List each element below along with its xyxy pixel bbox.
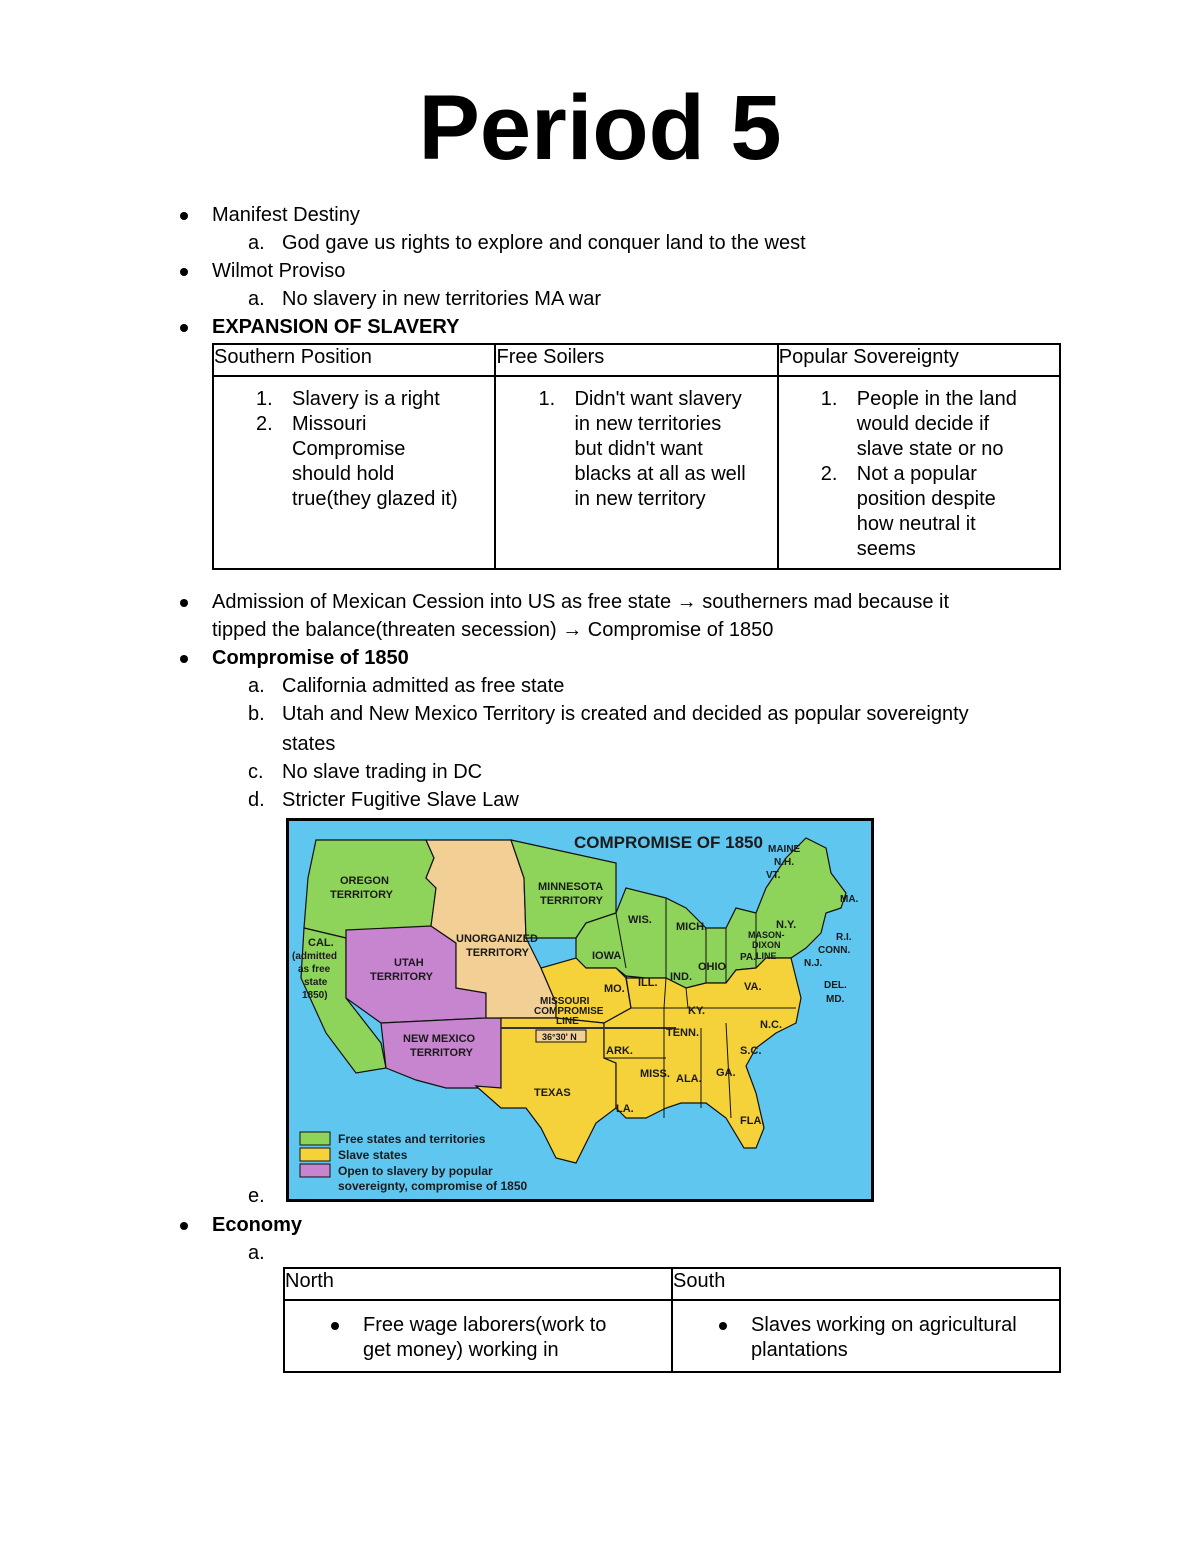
compromise-1850-map bbox=[286, 818, 874, 1202]
sub-item-text: Utah and New Mexico Territory is created and decided as popular sovereignty bbox=[282, 703, 969, 725]
list-item: 2. Missouri Compromise should hold true(they glazed it) bbox=[256, 413, 458, 510]
table-cell-southern bbox=[213, 376, 495, 569]
label-cal-4: state bbox=[304, 977, 328, 988]
label-mason-dixon-3: LINE bbox=[756, 951, 777, 961]
bullet-dot bbox=[180, 1222, 188, 1230]
label-md: MD. bbox=[826, 994, 845, 1005]
label-sc: S.C. bbox=[740, 1045, 762, 1057]
legend-swatch-free bbox=[300, 1132, 330, 1145]
bullet-label: Compromise of 1850 bbox=[212, 647, 409, 669]
list-item: Free wage laborers(work to get money) working in bbox=[285, 1313, 663, 1363]
label-la: LA. bbox=[616, 1103, 634, 1115]
bullet-label: Economy bbox=[212, 1214, 303, 1236]
label-texas: TEXAS bbox=[534, 1087, 571, 1099]
label-vt: VT. bbox=[766, 870, 781, 881]
label-nm-1: NEW MEXICO bbox=[403, 1033, 476, 1045]
legend-popular-2: sovereignty, compromise of 1850 bbox=[338, 1179, 528, 1193]
sub-item-text: Stricter Fugitive Slave Law bbox=[282, 789, 519, 811]
label-conn: CONN. bbox=[818, 945, 851, 956]
label-mc-2: COMPROMISE bbox=[534, 1006, 604, 1017]
sub-item-marker: b. bbox=[248, 703, 265, 725]
table-header-north: North bbox=[284, 1268, 672, 1300]
label-ma: MA. bbox=[840, 894, 859, 905]
label-nh: N.H. bbox=[774, 857, 794, 868]
label-utah-1: UTAH bbox=[394, 957, 424, 969]
expansion-table bbox=[212, 343, 1061, 570]
list-item: Slaves working on agricultural plantations bbox=[673, 1313, 1051, 1363]
label-maine: MAINE bbox=[768, 844, 801, 855]
label-unorganized-2: TERRITORY bbox=[466, 947, 529, 959]
sub-item-text: No slavery in new territories MA war bbox=[282, 288, 601, 310]
label-ny: N.Y. bbox=[776, 919, 797, 931]
table-header-free-soilers: Free Soilers bbox=[495, 344, 777, 376]
sub-item-marker: a. bbox=[248, 232, 265, 254]
legend-swatch-popular bbox=[300, 1164, 330, 1177]
label-mo: MO. bbox=[604, 983, 625, 995]
label-ark: ARK. bbox=[606, 1045, 633, 1057]
label-nj: N.J. bbox=[804, 958, 823, 969]
bullet-dot bbox=[180, 599, 188, 607]
sub-item-text: No slave trading in DC bbox=[282, 761, 483, 783]
label-mc-3: LINE bbox=[556, 1016, 579, 1027]
label-oregon-2: TERRITORY bbox=[330, 889, 393, 901]
label-cal-1: CAL. bbox=[308, 937, 334, 949]
legend-popular-1: Open to slavery by popular bbox=[338, 1164, 493, 1178]
label-ky: KY. bbox=[688, 1005, 706, 1017]
table-header-south: South bbox=[672, 1268, 1060, 1300]
label-cal-3: as free bbox=[298, 964, 331, 975]
bullet-label: Manifest Destiny bbox=[212, 204, 360, 226]
label-pa: PA. bbox=[740, 952, 756, 963]
label-iowa: IOWA bbox=[592, 950, 622, 962]
sub-item-text: states bbox=[282, 733, 336, 755]
label-wis: WIS. bbox=[628, 914, 652, 926]
bullet-dot bbox=[180, 324, 188, 332]
table-cell-popular-sovereignty bbox=[778, 376, 1060, 569]
sub-item-marker: d. bbox=[248, 789, 265, 811]
label-minnesota-1: MINNESOTA bbox=[538, 881, 604, 893]
sub-item-text: God gave us rights to explore and conquer land to the west bbox=[282, 232, 806, 254]
bullet-dot bbox=[180, 212, 188, 220]
label-nc: N.C. bbox=[760, 1019, 782, 1031]
label-ill: ILL. bbox=[638, 977, 658, 989]
label-mason-dixon-1: MASON- bbox=[748, 930, 785, 940]
label-ri: R.I. bbox=[836, 932, 852, 943]
list-item: 2. Not a popular position despite how neutral it seems bbox=[820, 463, 996, 560]
bullet-dot bbox=[180, 268, 188, 276]
label-mc-1: MISSOURI bbox=[540, 996, 590, 1007]
label-fla: FLA. bbox=[740, 1115, 765, 1127]
label-tenn: TENN. bbox=[666, 1027, 699, 1039]
label-utah-2: TERRITORY bbox=[370, 971, 433, 983]
bullet-dot bbox=[180, 655, 188, 663]
bullet-line: Admission of Mexican Cession into US as free state → southerners mad because it bbox=[212, 591, 950, 613]
bullet-label: Wilmot Proviso bbox=[212, 260, 346, 282]
table-cell-north bbox=[284, 1300, 672, 1372]
page-title: Period 5 bbox=[418, 77, 782, 179]
legend-free: Free states and territories bbox=[338, 1132, 486, 1146]
label-ga: GA. bbox=[716, 1067, 736, 1079]
label-ala: ALA. bbox=[676, 1073, 702, 1085]
label-va: VA. bbox=[744, 981, 762, 993]
label-oregon-1: OREGON bbox=[340, 875, 389, 887]
table-cell-south bbox=[672, 1300, 1060, 1372]
list-item: 1. Slavery is a right bbox=[256, 388, 440, 410]
label-latitude: 36°30' N bbox=[542, 1032, 577, 1042]
table-cell-free-soilers bbox=[495, 376, 777, 569]
label-minnesota-2: TERRITORY bbox=[540, 895, 603, 907]
label-unorganized-1: UNORGANIZED bbox=[456, 933, 538, 945]
label-mich: MICH. bbox=[676, 921, 708, 933]
label-ind: IND. bbox=[670, 971, 692, 983]
label-miss: MISS. bbox=[640, 1068, 670, 1080]
label-mason-dixon-2: DIXON bbox=[752, 940, 781, 950]
sub-item-marker: a. bbox=[248, 288, 265, 310]
economy-table bbox=[283, 1267, 1061, 1373]
map-title: COMPROMISE OF 1850 bbox=[574, 833, 763, 852]
label-ohio: OHIO bbox=[698, 961, 727, 973]
sub-item-marker: a. bbox=[248, 675, 265, 697]
list-item: 1. People in the land would decide if slave state or no bbox=[820, 388, 1017, 460]
sub-item-marker: c. bbox=[248, 761, 264, 783]
label-nm-2: TERRITORY bbox=[410, 1047, 473, 1059]
sub-item-marker: a. bbox=[248, 1242, 265, 1264]
legend-swatch-slave bbox=[300, 1148, 330, 1161]
label-del: DEL. bbox=[824, 980, 847, 991]
sub-item-text: California admitted as free state bbox=[282, 675, 565, 697]
legend-slave: Slave states bbox=[338, 1148, 408, 1162]
label-cal-5: 1850) bbox=[302, 990, 328, 1001]
bullet-label: EXPANSION OF SLAVERY bbox=[212, 316, 460, 338]
list-item: 1. Didn't want slavery in new territories but didn't want blacks at all as well in new territory bbox=[538, 388, 746, 510]
bullet-line: tipped the balance(threaten secession) → Compromise of 1850 bbox=[212, 619, 774, 641]
table-header-popular-sovereignty: Popular Sovereignty bbox=[778, 344, 1060, 376]
label-cal-2: (admitted bbox=[292, 951, 337, 962]
table-header-southern: Southern Position bbox=[213, 344, 495, 376]
sub-item-marker: e. bbox=[248, 1185, 265, 1207]
